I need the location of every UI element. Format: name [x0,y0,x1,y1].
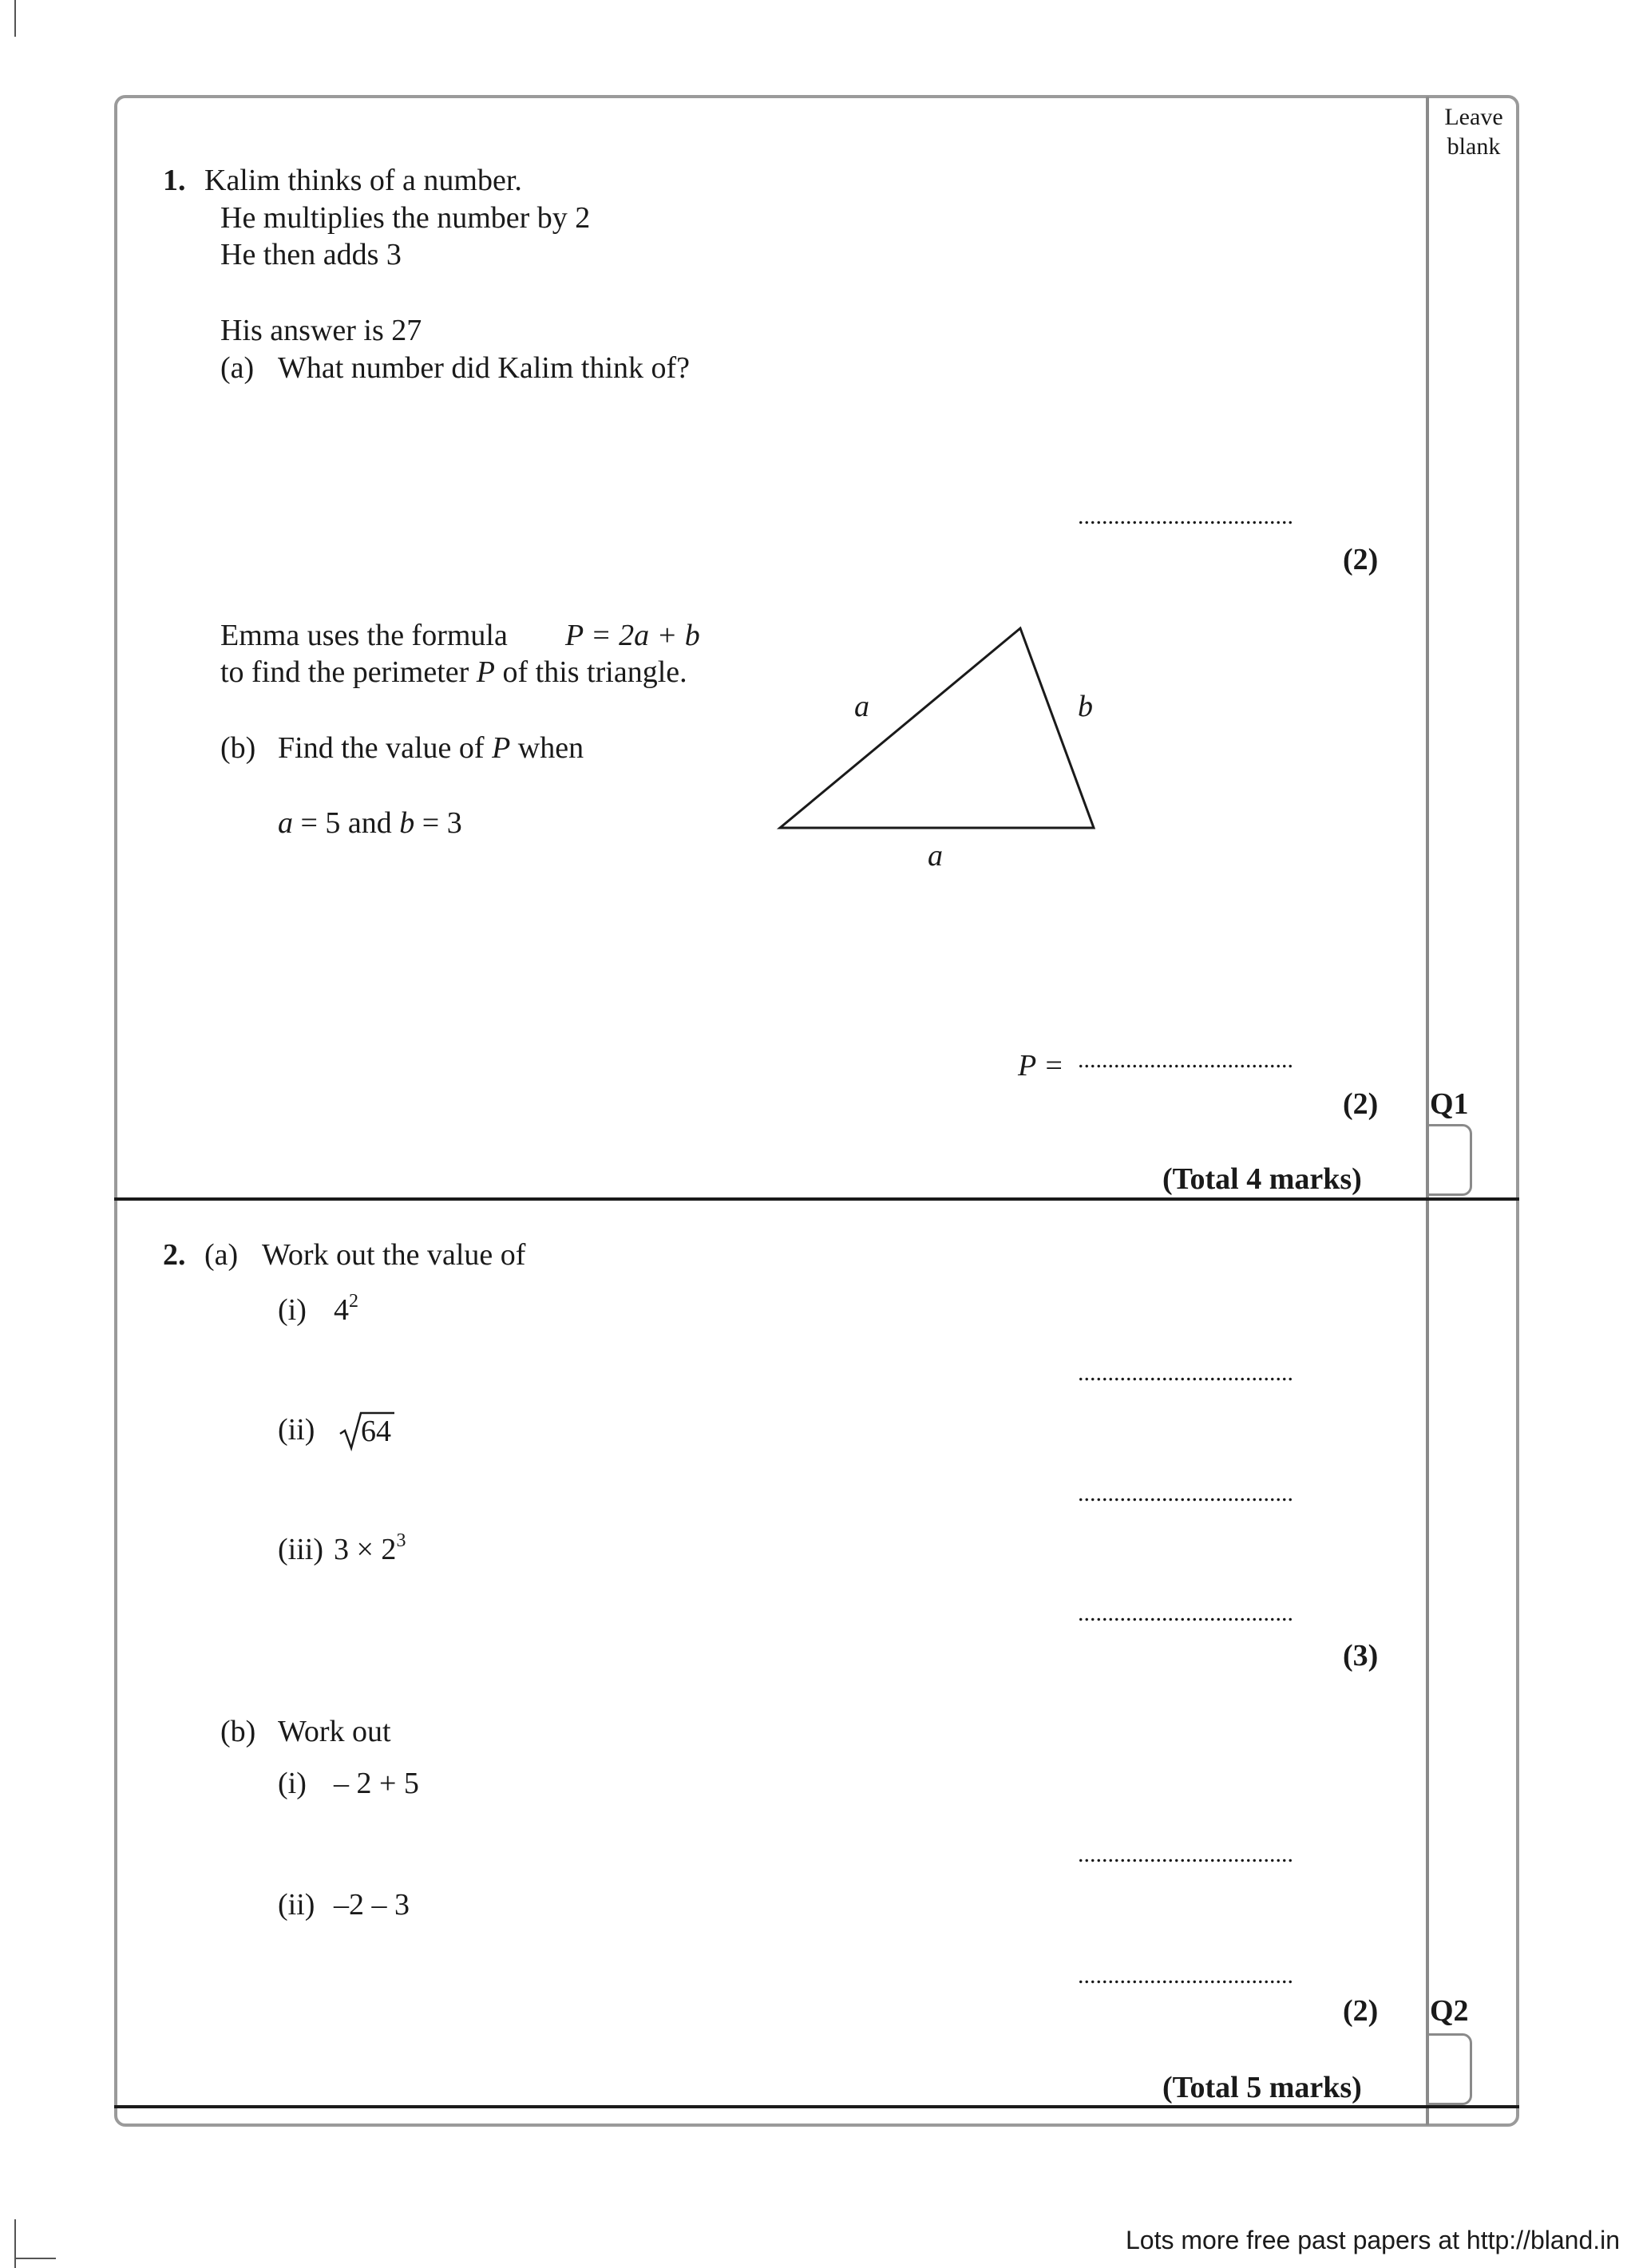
q2-mark-box[interactable] [1427,2033,1472,2105]
q2-total: (Total 5 marks) [1162,2071,1362,2104]
q1-mark-box[interactable] [1427,1124,1472,1196]
triangle-shape [780,628,1094,828]
triangle-side-bottom-label: a [928,839,943,873]
q2b-i-answer-line[interactable]: .................................... [1078,1841,1293,1867]
q1-tag: Q1 [1430,1087,1469,1121]
q1-line4: His answer is 27 [220,314,422,347]
q1-line2: He multiplies the number by 2 [220,201,591,235]
q2a-i-answer-line[interactable]: .................................... [1078,1360,1293,1386]
q1-line3: He then adds 3 [220,238,402,271]
q1-intro: Kalim thinks of a number. [204,164,522,197]
q1b-values: a = 5 and b = 3 [278,806,462,840]
divider-q1-q2 [114,1197,1519,1201]
footer-text: Lots more free past papers at http://bland.in [1126,2226,1621,2254]
question-frame [114,95,1519,2127]
q2-number: 2. [163,1238,186,1272]
q2a-ii-radicand: 64 [361,1415,391,1448]
q1a-answer-line[interactable]: .................................... [1078,503,1293,529]
q1b-emma-text: Emma uses the formula [220,619,508,652]
q2a-marks: (3) [1343,1639,1379,1672]
q1b-perimeter-text: to find the perimeter P of this triangle. [220,655,687,689]
divider-bottom [114,2105,1519,2108]
q1b-text: Find the value of P when [278,731,584,765]
q1b-label: (b) [220,731,256,765]
triangle-side-right-label: b [1078,690,1093,723]
q2a-i-label: (i) [278,1293,307,1327]
q2b-label: (b) [220,1715,256,1748]
q1-total: (Total 4 marks) [1162,1162,1362,1196]
q1b-marks: (2) [1343,1087,1379,1121]
crop-mark-bottom-vertical [14,2219,16,2268]
q2a-text: Work out the value of [262,1238,526,1272]
q2a-i-expr: $4^2$ [334,1291,358,1327]
q2a-iii-answer-line[interactable]: .................................... [1078,1600,1293,1626]
q2b-i-expr: – 2 + 5 [334,1767,419,1800]
q2b-text: Work out [278,1715,391,1748]
q2b-ii-answer-line[interactable]: .................................... [1078,1962,1293,1989]
q2b-marks: (2) [1343,1994,1379,2028]
q1b-formula: P = 2a + b [565,619,700,652]
leave-blank-label: Leave blank [1444,104,1503,160]
q2b-ii-label: (ii) [278,1888,315,1922]
q1a-text: What number did Kalim think of? [278,351,691,385]
margin-line [1426,97,1429,2125]
q2a-ii-answer-line[interactable]: .................................... [1078,1480,1293,1506]
q2a-iii-expr: $3 \times 2^3$ [334,1530,406,1566]
triangle-side-left-label: a [854,690,869,723]
q1b-answer-line[interactable]: .................................... [1078,1047,1293,1073]
q2a-ii-label: (ii) [278,1413,315,1447]
q2a-label: (a) [204,1238,239,1272]
crop-mark-bottom-horizontal [14,2258,56,2259]
q1-number: 1. [163,164,186,197]
crop-mark-top [14,0,16,37]
q1b-p-label: P = [1018,1049,1064,1083]
q2b-ii-expr: –2 – 3 [334,1888,410,1922]
q1a-marks: (2) [1343,543,1379,576]
q1a-label: (a) [220,351,255,385]
q2b-i-label: (i) [278,1767,307,1800]
q2a-iii-label: (iii) [278,1533,323,1566]
q2-tag: Q2 [1430,1994,1469,2028]
